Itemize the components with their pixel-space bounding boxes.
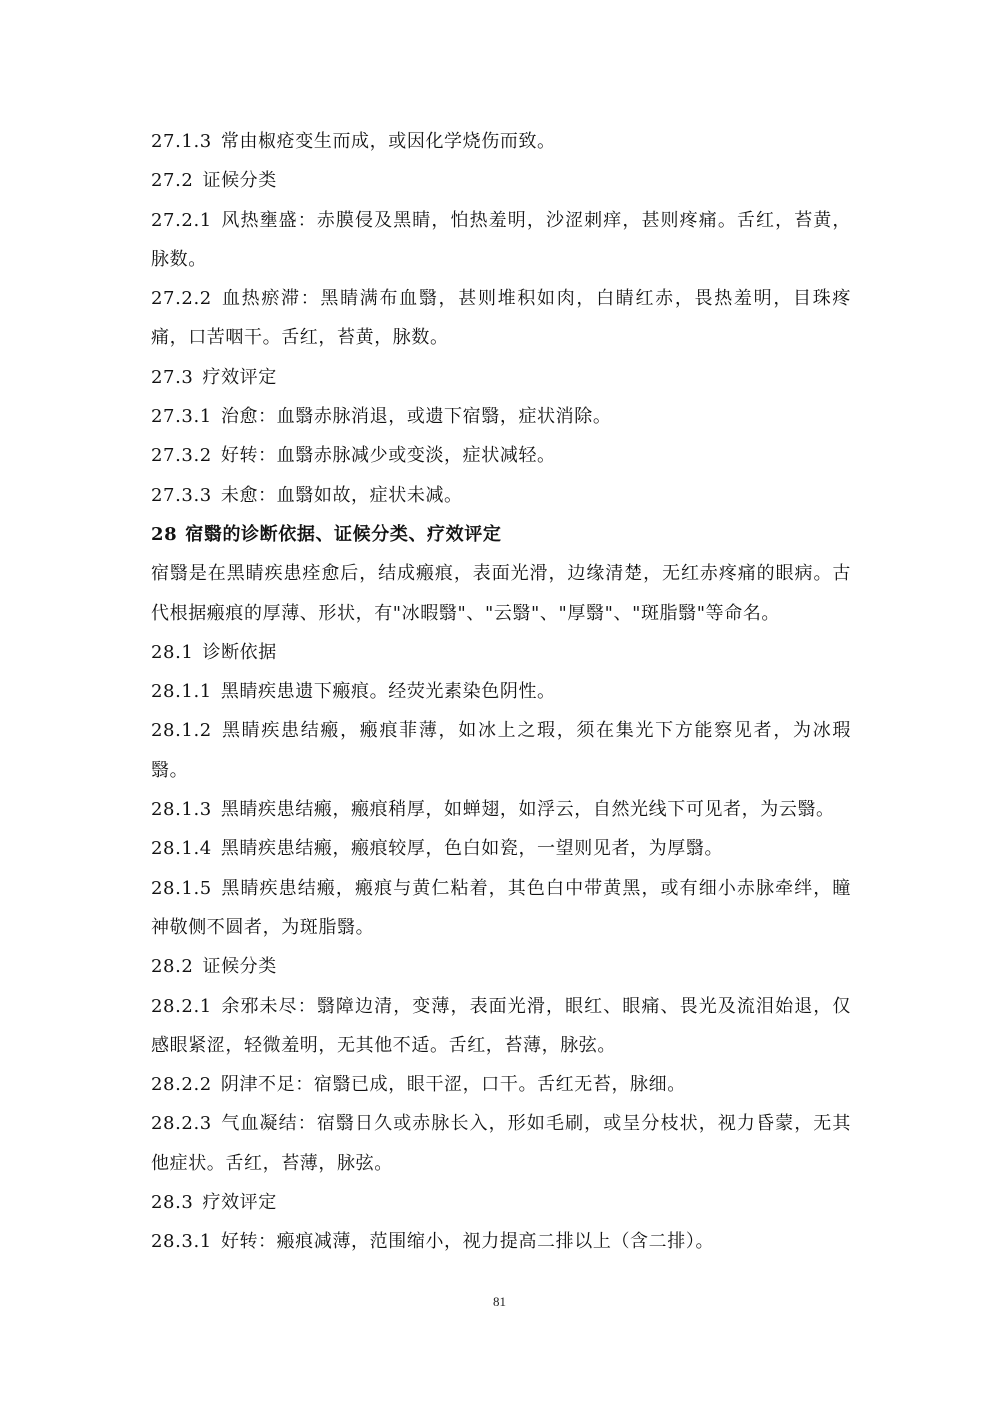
paragraph-text: 好转：瘢痕减薄，范围缩小，视力提高二排以上（含二排）。 (220, 1231, 715, 1253)
paragraph-text: 宿翳是在黑睛疾患痊愈后，结成瘢痕，表面光滑，边缘清楚，无红赤疼痛的眼病。古代根据瘢痕的厚薄、形状，有"冰暇翳"、"云翳"、"厚翳"、"斑脂翳"等命名。 (151, 563, 851, 624)
section-number: 28.2.1 (151, 995, 212, 1017)
paragraph-text: 黑睛疾患遗下瘢痕。经荧光素染色阴性。 (220, 681, 556, 703)
paragraph-27-3-1 (151, 397, 851, 436)
paragraph-text: 未愈：血翳如故，症状未减。 (220, 484, 463, 506)
paragraph-28-2-3 (151, 1104, 851, 1183)
subheading-28-2 (151, 947, 851, 986)
section-title: 宿翳的诊断依据、证候分类、疗效评定 (185, 523, 502, 545)
subheading-27-2 (151, 161, 851, 200)
section-number: 28.1.3 (151, 799, 212, 821)
section-number: 28.2.3 (151, 1113, 212, 1135)
section-number: 27.3 (151, 366, 194, 388)
page-number: 81 (493, 1294, 506, 1309)
paragraph-text: 黑睛疾患结瘢，瘢痕与黄仁粘着，其色白中带黄黑，或有细小赤脉牵绊，瞳神敬侧不圆者，为斑脂翳。 (151, 877, 851, 938)
paragraph-28-2-1 (151, 987, 851, 1066)
section-number: 28.3 (151, 1192, 194, 1214)
paragraph-27-3-2 (151, 436, 851, 475)
paragraph-text: 黑睛疾患结瘢，瘢痕较厚，色白如瓷，一望则见者，为厚翳。 (220, 838, 724, 860)
section-heading-28 (151, 515, 851, 554)
paragraph-text: 疗效评定 (202, 1192, 277, 1214)
section-number: 27.2 (151, 170, 194, 192)
paragraph-28-1-3 (151, 790, 851, 829)
paragraph-27-2-1 (151, 201, 851, 280)
paragraph-text: 黑睛疾患结瘢，瘢痕菲薄，如冰上之瑕，须在集光下方能察见者，为冰瑕翳。 (151, 720, 851, 781)
paragraph-28-3-1 (151, 1222, 851, 1261)
page-body (151, 122, 851, 1262)
paragraph-text: 好转：血翳赤脉减少或变淡，症状减轻。 (220, 445, 556, 467)
section-number: 27.3.3 (151, 484, 212, 506)
paragraph-28-1-4 (151, 829, 851, 868)
subheading-27-3 (151, 358, 851, 397)
section-number: 28.2.2 (151, 1074, 212, 1096)
paragraph-28-2-2 (151, 1065, 851, 1104)
section-number: 28.1.1 (151, 681, 212, 703)
paragraph-text: 余邪未尽：翳障边清，变薄，表面光滑，眼红、眼痛、畏光及流泪始退，仅感眼紧涩，轻微羞明，无其他不适。舌红，苔薄，脉弦。 (151, 995, 851, 1056)
paragraph-text: 气血凝结：宿翳日久或赤脉长入，形如毛刷，或呈分枝状，视力昏蒙，无其他症状。舌红，苔薄，脉弦。 (151, 1113, 851, 1174)
paragraph-text: 诊断依据 (202, 641, 277, 663)
intro-paragraph-28 (151, 554, 851, 633)
paragraph-text: 血热瘀滞：黑睛满布血翳，甚则堆积如肉，白睛红赤，畏热羞明，目珠疼痛，口苦咽干。舌红，苔黄，脉数。 (151, 288, 851, 349)
paragraph-28-1-1 (151, 672, 851, 711)
section-number: 28.2 (151, 956, 194, 978)
section-number: 27.2.2 (151, 288, 212, 310)
section-number: 27.1.3 (151, 131, 212, 152)
paragraph-text: 常由椒疮变生而成，或因化学烧伤而致。 (220, 131, 556, 152)
section-number: 28.1.2 (151, 720, 212, 742)
subheading-28-3 (151, 1183, 851, 1222)
section-number: 28.1.4 (151, 838, 212, 860)
paragraph-28-1-2 (151, 711, 851, 790)
section-number: 27.3.1 (151, 406, 212, 428)
section-number: 28.3.1 (151, 1231, 212, 1253)
paragraph-text: 黑睛疾患结瘢，瘢痕稍厚，如蝉翅，如浮云，自然光线下可见者，为云翳。 (220, 799, 835, 821)
subheading-28-1 (151, 633, 851, 672)
paragraph-text: 证候分类 (202, 956, 277, 978)
paragraph-27-1-3 (151, 122, 851, 161)
paragraph-27-2-2 (151, 279, 851, 358)
paragraph-text: 风热壅盛：赤膜侵及黑睛，怕热羞明，沙涩刺痒，甚则疼痛。舌红，苔黄，脉数。 (151, 209, 851, 270)
paragraph-text: 治愈：血翳赤脉消退，或遗下宿翳，症状消除。 (220, 406, 612, 428)
paragraph-text: 阴津不足：宿翳已成，眼干涩，口干。舌红无苔，脉细。 (220, 1074, 686, 1096)
paragraph-28-1-5 (151, 869, 851, 948)
section-number: 27.2.1 (151, 209, 212, 231)
section-number: 27.3.2 (151, 445, 212, 467)
paragraph-27-3-3 (151, 476, 851, 515)
paragraph-text: 证候分类 (202, 170, 277, 192)
section-number: 28.1 (151, 641, 194, 663)
section-number: 28.1.5 (151, 877, 212, 899)
paragraph-text: 疗效评定 (202, 366, 277, 388)
section-number: 28 (151, 523, 178, 545)
